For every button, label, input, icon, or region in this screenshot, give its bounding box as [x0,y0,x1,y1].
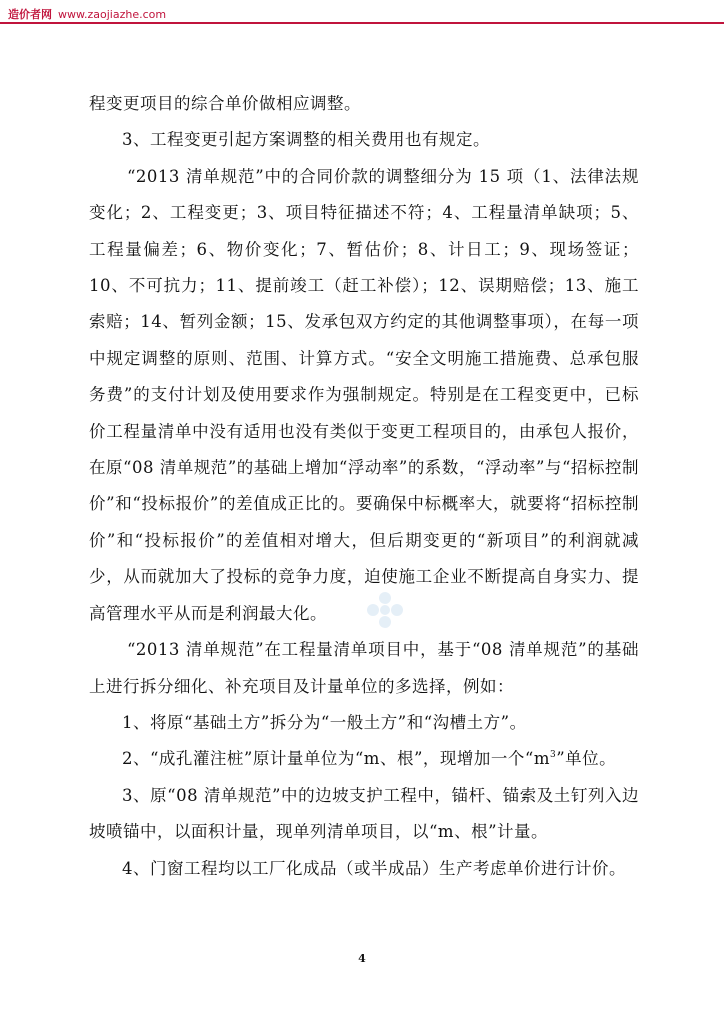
superscript-3: 3 [549,750,557,761]
paragraph-8: 4、门窗工程均以工厂化成品（或半成品）生产考虑单价进行计价。 [122,858,626,878]
paragraph-5: 1、将原“基础土方”拆分为“一般土方”和“沟槽土方”。 [122,712,527,732]
paragraph-1: 程变更项目的综合单价做相应调整。 [89,94,361,113]
page-number: 4 [358,952,366,965]
paragraph-3: “2013 清单规范”中的合同价款的调整细分为 15 项（1、法律法规变化；2、工程变更；3、项目特征描述不符；4、工程量清单缺项；5、工程量偏差；6、物价变化；7、暂估价；8、计日工；9、现场签证；10、不可抗力；11、提前竣工（赶工补偿）；12、误期赔偿；13、施工索赔；14、暂列金额；15、发承包双方约定的其他调整事项），在每一项中规定调整的原则、范围、计算方式。“安全文明施工措施费、总承包服务费”的支付计划及使用要求作为强制规定。特别是在工程变更中，已标价工程量清单中没有适用也没有类似于变更工程项目的，由承包人报价，在原“08 清单规范”的基础上增加“浮动率”的系数，“浮动率”与“招标控制价”和“投标报价”的差值成正比的。要确保中标概率大，就要将“招标控制价”和“投标报价”的差值相对增大，但后期变更的“新项目”的利润就减少，从而就加大了投标的竞争力度，迫使施工企业不断提高自身实力、提高管理水平从而是利润最大化。 [89,166,639,623]
header-rule [0,22,724,24]
paragraph-6-text: 2、“成孔灌注桩”原计量单位为“m、根”，现增加一个“m [122,749,550,769]
site-url[interactable]: www.zaojiazhe.com [58,8,167,21]
paragraph-4: “2013 清单规范”在工程量清单项目中，基于“08 清单规范”的基础上进行拆分细化、补充项目及计量单位的多选择，例如： [89,640,639,696]
paragraph-2: 3、工程变更引起方案调整的相关费用也有规定。 [122,130,490,150]
paragraph-6 [89,741,639,777]
site-name: 造价者网 [8,8,52,21]
site-header [8,6,166,22]
paragraph-6-text-end: ”单位。 [556,749,617,769]
document-body [89,86,639,887]
paragraph-7: 3、原“08 清单规范”中的边坡支护工程中，锚杆、锚索及土钉列入边坡喷锚中，以面积计量，现单列清单项目，以“m、根”计量。 [89,785,639,842]
